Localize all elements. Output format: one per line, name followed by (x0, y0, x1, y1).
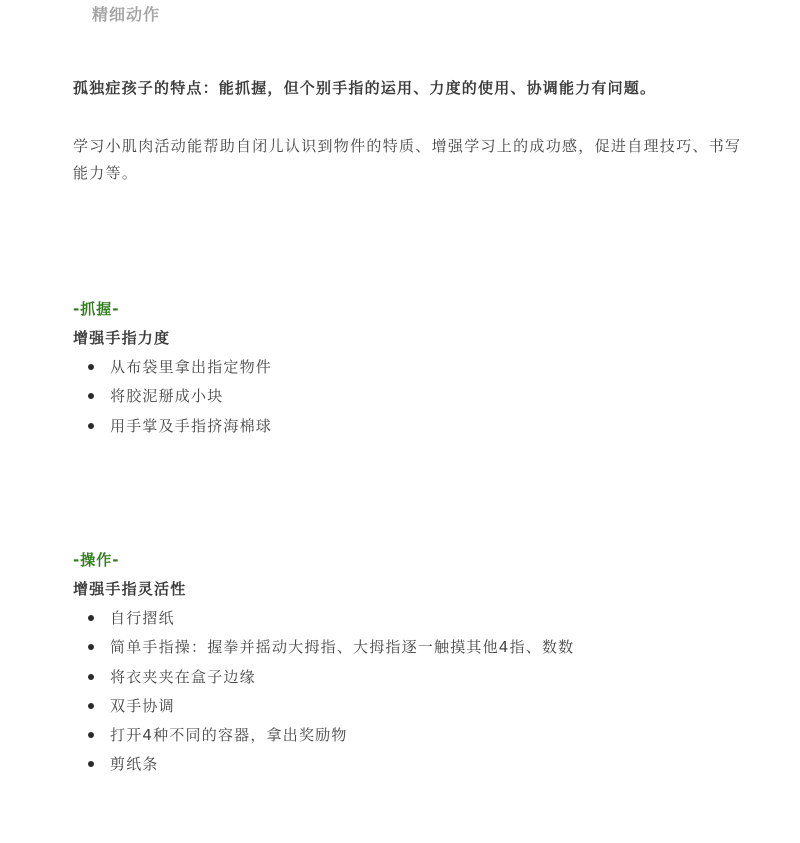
list-item-text: 剪纸条 (110, 755, 159, 774)
list-item-text: 双手协调 (110, 696, 175, 715)
grip-subheading: 增强手指力度 (73, 329, 171, 347)
bullet-icon (88, 423, 94, 429)
list-item-text: 从布袋里拿出指定物件 (110, 358, 273, 376)
intro-paragraph: 学习小肌肉活动能帮助自闭儿认识到物件的特质、增强学习上的成功感，促进自理技巧、书写能力等。 (73, 137, 742, 182)
bullet-icon (88, 364, 94, 370)
intro-bold-line: 孤独症孩子的特点：能抓握，但个别手指的运用、力度的使用、协调能力有问题。 (73, 79, 657, 97)
list-item-text: 简单手指操：握拳并摇动大拇指、大拇指逐一触摸其他4指、数数 (110, 638, 575, 657)
bullet-icon (88, 732, 94, 738)
list-item-text: 自行摺纸 (110, 609, 175, 627)
list-item-text: 将胶泥掰成小块 (110, 387, 224, 406)
list-item (73, 723, 753, 752)
grip-section (73, 297, 753, 443)
operate-subheading: 增强手指灵活性 (73, 580, 187, 598)
list-item-text: 将衣夹夹在盒子边缘 (110, 667, 256, 686)
list-item (73, 355, 753, 384)
list-item (73, 414, 753, 443)
list-item-text: 打开4种不同的容器，拿出奖励物 (110, 726, 348, 745)
section-title: 精细动作 (92, 5, 161, 24)
list-item (73, 665, 753, 694)
operate-section (73, 548, 753, 782)
bullet-icon (88, 393, 94, 399)
list-item (73, 635, 753, 664)
list-item (73, 606, 753, 635)
bullet-icon (88, 761, 94, 767)
grip-heading: -抓握- (73, 300, 120, 318)
bullet-icon (88, 703, 94, 709)
bullet-icon (88, 674, 94, 680)
bullet-icon (88, 644, 94, 650)
bullet-icon (88, 615, 94, 621)
list-item (73, 752, 753, 781)
operate-heading: -操作- (73, 551, 120, 569)
grip-list (73, 355, 753, 443)
list-item (73, 384, 753, 413)
operate-list (73, 606, 753, 782)
list-item-text: 用手掌及手指挤海棉球 (110, 416, 273, 435)
list-item (73, 694, 753, 723)
